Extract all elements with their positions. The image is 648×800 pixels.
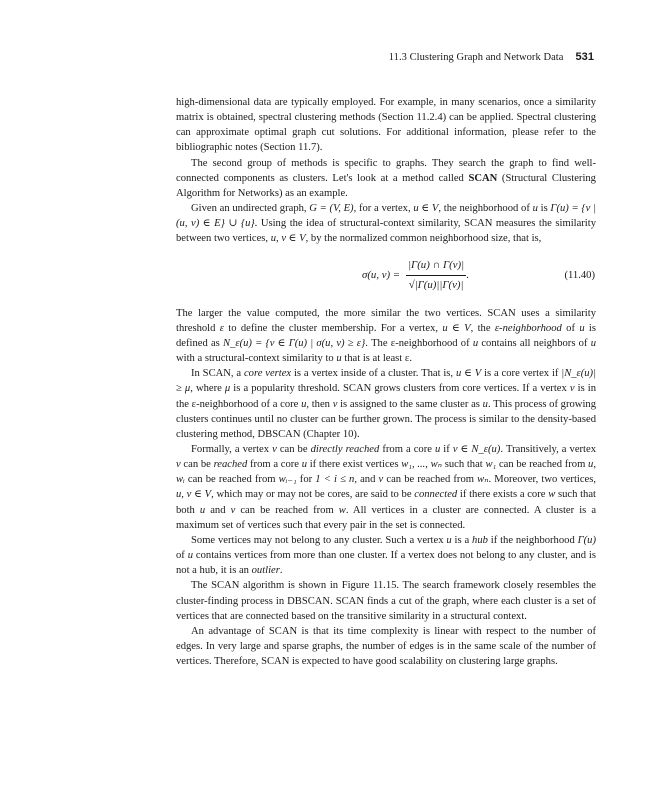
math: v: [272, 443, 277, 455]
body-text: [176, 95, 596, 669]
text: can be: [276, 443, 311, 455]
text: , which may or may not be cores, are said to be: [211, 489, 415, 501]
equation-period: .: [466, 268, 469, 281]
text: , for a vertex,: [353, 203, 414, 215]
defined-term: directly reached: [310, 443, 380, 455]
text: if there exists a core: [457, 489, 549, 501]
math: Γ(u): [577, 534, 596, 546]
text: , and: [354, 474, 379, 486]
paragraph-3: [176, 201, 596, 246]
text: that is at least ε.: [341, 353, 412, 365]
math: u: [187, 550, 194, 562]
math: Γ(u) = {v | (u, v) ∈ E} ∪ {u}: [176, 203, 596, 230]
text: is in the ε-neighborhood of a core: [176, 383, 597, 410]
paragraph-2: [176, 156, 596, 201]
math: u: [588, 459, 594, 471]
text: is defined as: [176, 322, 597, 349]
math: v: [230, 504, 236, 516]
math: u: [434, 443, 441, 455]
math: w₁, ..., wₙ: [401, 459, 442, 471]
text: The second group of methods is specific to graphs. They search the graph to find well-connected components as clusters. Let's look at a method called: [176, 157, 596, 184]
text: of: [561, 322, 580, 334]
text: . All vertices in a cluster are connected. A cluster is a maximum set of vertices such that every pair in the set is connected.: [176, 504, 597, 531]
paragraph-7: [176, 533, 596, 578]
math: u: [199, 504, 206, 516]
equation-numerator: |Γ(u) ∩ Γ(v)|: [406, 258, 466, 276]
text: , the: [470, 322, 495, 334]
defined-term: ε-neighborhood: [494, 322, 562, 334]
equation-lhs: σ(u, v) =: [362, 268, 401, 281]
text: Some vertices may not belong to any cluster. Such a vertex: [191, 534, 447, 546]
text: is assigned to the same cluster as: [337, 398, 483, 410]
text: . Using the idea of structural-context similarity, SCAN measures the similarity between two vertices,: [176, 218, 596, 245]
math: u: [579, 322, 585, 334]
text: is a vertex inside of a cluster. That is,: [291, 368, 456, 380]
paragraph-9: An advantage of SCAN is that its time complexity is linear with respect to the number of edges. In very large and sparse graphs, the number of edges is in the same scale of the number of vertices. Therefore, SCAN is expected to have good scalability on clustering large graphs.: [176, 625, 596, 668]
math: wₙ: [477, 474, 489, 486]
math: v: [378, 474, 384, 486]
text: , then: [306, 398, 333, 410]
text: . Transitively, a vertex: [500, 443, 597, 455]
math: ε: [219, 322, 224, 334]
text: , by the normalized common neighborhood size, that is,: [305, 233, 542, 245]
math: u ∈ V: [455, 368, 482, 380]
text: The larger the value computed, the more similar the two vertices. SCAN uses a similarity threshold: [176, 307, 596, 334]
math: w: [548, 489, 556, 501]
math: u: [482, 398, 488, 410]
math: u: [446, 534, 452, 546]
defined-term: connected: [414, 489, 458, 501]
equation-11-40: [176, 253, 596, 299]
equation-denominator: √|Γ(u)||Γ(v)|: [408, 279, 464, 292]
text: .: [279, 565, 283, 577]
defined-term: outlier: [251, 565, 280, 577]
math: N_ε(u) = {v ∈ Γ(u) | σ(u, v) ≥ ε}: [223, 337, 366, 349]
scan-term: SCAN: [468, 172, 498, 184]
math: u: [301, 398, 307, 410]
text: from a core: [379, 443, 435, 455]
text: In SCAN, a: [191, 368, 244, 380]
text: can be: [180, 459, 214, 471]
text: . Moreover, two vertices,: [488, 474, 597, 486]
running-head: [389, 51, 594, 63]
math: v: [569, 383, 575, 395]
text: and: [205, 504, 231, 516]
text: can be reached from: [496, 459, 589, 471]
math: u: [590, 337, 597, 349]
paragraph-5: [176, 366, 596, 442]
section-title: 11.3 Clustering Graph and Network Data: [388, 52, 564, 63]
text: is a popularity threshold. SCAN grows clusters from core vertices. If a vertex: [230, 383, 570, 395]
text: is a: [451, 534, 473, 546]
math: 1 < i ≤ n: [315, 474, 355, 486]
text: of: [176, 550, 188, 562]
text: with a structural-context similarity to: [176, 353, 337, 365]
text: ,: [593, 459, 596, 471]
math: v ∈ N_ε(u): [452, 443, 501, 455]
equation-fraction: [406, 258, 466, 293]
math: w: [338, 504, 346, 516]
text: can be reached from: [184, 474, 279, 486]
paragraph-4: [176, 306, 596, 367]
text: if there exist vertices: [307, 459, 402, 471]
text: (Structural Clustering Algorithm for Networks) as an example.: [176, 172, 596, 199]
math: u: [336, 353, 342, 365]
text: if the neighborhood: [487, 534, 578, 546]
math: u, v ∈ V: [270, 233, 306, 245]
text: Given an undirected graph,: [191, 203, 310, 215]
math: u, v ∈ V: [176, 489, 212, 501]
equation-number: (11.40): [564, 269, 595, 281]
math: v: [332, 398, 338, 410]
paragraph-6: [176, 442, 596, 533]
equation-expression: [362, 258, 469, 293]
text: can be reached from: [383, 474, 478, 486]
text: contains vertices from more than one cluster. If a vertex does not belong to any cluster, and is not a hub, it is an: [176, 550, 596, 577]
math: G = (V, E): [309, 203, 354, 215]
math: |N_ε(u)| ≥ μ: [176, 368, 596, 395]
math: u: [532, 203, 538, 215]
paragraph-8: The SCAN algorithm is shown in Figure 11.15. The search framework closely resembles the cluster-finding process in DBSCAN. SCAN finds a cut of the graph, where each cluster is a set of vertices that are connected based on the transitive similarity in a structural context.: [176, 580, 596, 622]
page-number: 531: [575, 51, 594, 63]
math: u: [301, 459, 307, 471]
text: such that both: [176, 489, 596, 516]
text: if: [440, 443, 453, 455]
math: μ: [224, 383, 231, 395]
text: for: [296, 474, 316, 486]
math: u ∈ V: [442, 322, 471, 334]
text: Formally, a vertex: [191, 443, 273, 455]
math: v: [176, 459, 181, 471]
text: is: [537, 203, 551, 215]
text: such that: [442, 459, 486, 471]
math: u: [472, 337, 479, 349]
text: from a core: [247, 459, 302, 471]
text: . The ε-neighborhood of: [365, 337, 473, 349]
paragraph-1: high-dimensional data are typically employed. For example, in many scenarios, once a similarity matrix is obtained, spectral clustering methods (Section 11.2.4) can be applied. Spectral clustering can approximate optimal graph cut solutions. For additional information, please refer to the bibliographic notes (Section 11.7).: [176, 97, 596, 154]
math: wᵢ: [176, 474, 185, 486]
math: u ∈ V: [413, 203, 439, 215]
defined-term: hub: [472, 534, 488, 546]
text: , the neighborhood of: [438, 203, 533, 215]
text: can be reached from: [235, 504, 339, 516]
math: w₁: [485, 459, 497, 471]
text: to define the cluster membership. For a vertex,: [223, 322, 443, 334]
text: is a core vertex if: [481, 368, 562, 380]
math: wᵢ₋₁: [278, 474, 297, 486]
defined-term: core vertex: [243, 368, 292, 380]
defined-term: reached: [213, 459, 248, 471]
text: contains all neighbors of: [478, 337, 591, 349]
text: , where: [190, 383, 225, 395]
text: . This process of growing clusters continues until no cluster can be further grown. The process is similar to the density-based clustering method, DBSCAN (Chapter 10).: [176, 398, 596, 440]
